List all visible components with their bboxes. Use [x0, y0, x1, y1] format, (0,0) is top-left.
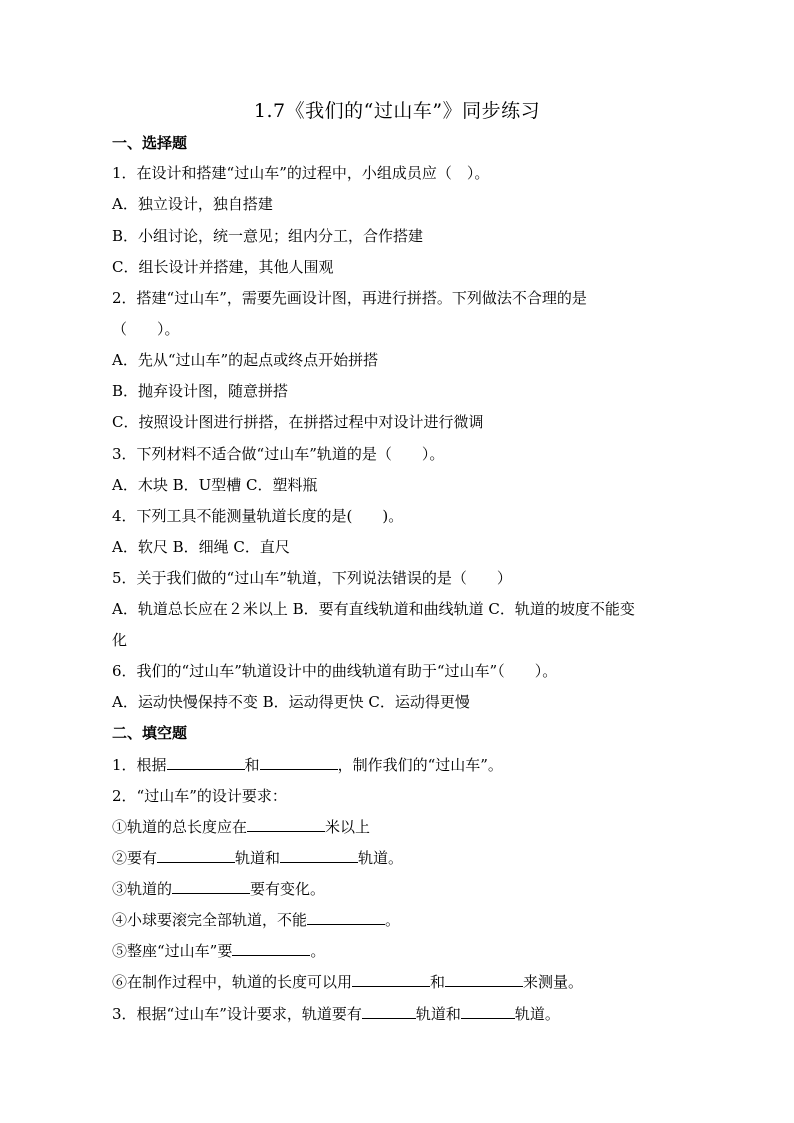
question-2-option-b: B．抛弃设计图，随意拼搭 [112, 382, 289, 400]
fill-question-2-item-4 [112, 909, 682, 931]
question-3-options: A．木块 B．U型槽 C．塑料瓶 [112, 476, 318, 494]
fill-text: ，制作我们的“过山车”。 [337, 756, 503, 774]
fill-text: 米以上 [325, 818, 371, 836]
question-1-option-c: C．组长设计并搭建，其他人围观 [112, 258, 334, 276]
answer-blank[interactable] [362, 1003, 416, 1019]
fill-question-3 [112, 1003, 682, 1025]
answer-blank[interactable] [232, 940, 310, 956]
fill-question-2-item-5 [112, 940, 682, 962]
answer-blank[interactable] [247, 816, 325, 832]
fill-text: 要有变化。 [250, 880, 326, 898]
answer-blank[interactable] [172, 878, 250, 894]
question-2-option-c: C．按照设计图进行拼搭，在拼搭过程中对设计进行微调 [112, 413, 484, 431]
answer-blank[interactable] [445, 971, 523, 987]
fill-text: ②要有 [112, 849, 158, 867]
question-2: 2．搭建“过山车”，需要先画设计图，再进行拼搭。下列做法不合理的是 [112, 289, 587, 307]
question-5-options-continuation: 化 [112, 631, 128, 649]
fill-question-2-item-2 [112, 847, 682, 869]
fill-text: 。 [310, 942, 326, 960]
question-1-option-a: A．独立设计，独自搭建 [112, 195, 273, 213]
fill-question-2: 2．“过山车”的设计要求： [112, 787, 287, 805]
question-6-options: A．运动快慢保持不变 B．运动得更快 C．运动得更慢 [112, 693, 470, 711]
fill-text: 和 [244, 756, 260, 774]
fill-text: 。 [385, 911, 401, 929]
answer-blank[interactable] [307, 909, 385, 925]
question-1-option-b: B．小组讨论，统一意见；组内分工，合作搭建 [112, 227, 424, 245]
fill-text: 3．根据“过山车”设计要求，轨道要有 [112, 1005, 362, 1023]
fill-question-2-item-6 [112, 971, 682, 993]
answer-blank[interactable] [157, 847, 235, 863]
fill-text: 轨道和 [235, 849, 281, 867]
question-2-option-a: A．先从“过山车”的起点或终点开始拼搭 [112, 351, 379, 369]
fill-text: ④小球要滚完全部轨道，不能 [112, 911, 308, 929]
question-1: 1．在设计和搭建“过山车”的过程中，小组成员应（ ）。 [112, 164, 490, 182]
section-heading-fill-blank: 二、填空题 [112, 724, 188, 742]
fill-question-1 [112, 754, 682, 776]
answer-blank[interactable] [352, 971, 430, 987]
question-5-options: A．轨道总长应在２米以上 B．要有直线轨道和曲线轨道 C．轨道的坡度不能变 [112, 600, 635, 618]
fill-text: 和 [430, 973, 446, 991]
question-3: 3．下列材料不适合做“过山车”轨道的是（ ）。 [112, 445, 445, 463]
page-title: 1.7《我们的“过山车”》同步练习 [253, 100, 541, 122]
fill-text: ③轨道的 [112, 880, 173, 898]
answer-blank[interactable] [280, 847, 358, 863]
fill-text: ⑥在制作过程中，轨道的长度可以用 [112, 973, 353, 991]
fill-text: 轨道和 [415, 1005, 461, 1023]
question-4-options: A．软尺 B．细绳 C．直尺 [112, 538, 290, 556]
answer-blank[interactable] [260, 754, 338, 770]
question-4: 4．下列工具不能测量轨道长度的是( )。 [112, 507, 404, 525]
question-2-continuation: （ ）。 [112, 320, 180, 338]
fill-text: 轨道。 [514, 1005, 560, 1023]
answer-blank[interactable] [461, 1003, 515, 1019]
fill-text: ①轨道的总长度应在 [112, 818, 248, 836]
answer-blank[interactable] [167, 754, 245, 770]
fill-question-2-item-1 [112, 816, 682, 838]
section-heading-choice: 一、选择题 [112, 134, 188, 152]
question-6: 6．我们的“过山车”轨道设计中的曲线轨道有助于“过山车”（ ）。 [112, 662, 558, 680]
question-5: 5．关于我们做的“过山车”轨道，下列说法错误的是（ ） [112, 569, 512, 587]
fill-text: 来测量。 [523, 973, 584, 991]
fill-text: 1．根据 [112, 756, 167, 774]
fill-question-2-item-3 [112, 878, 682, 900]
fill-text: ⑤整座“过山车”要 [112, 942, 233, 960]
fill-text: 轨道。 [358, 849, 404, 867]
